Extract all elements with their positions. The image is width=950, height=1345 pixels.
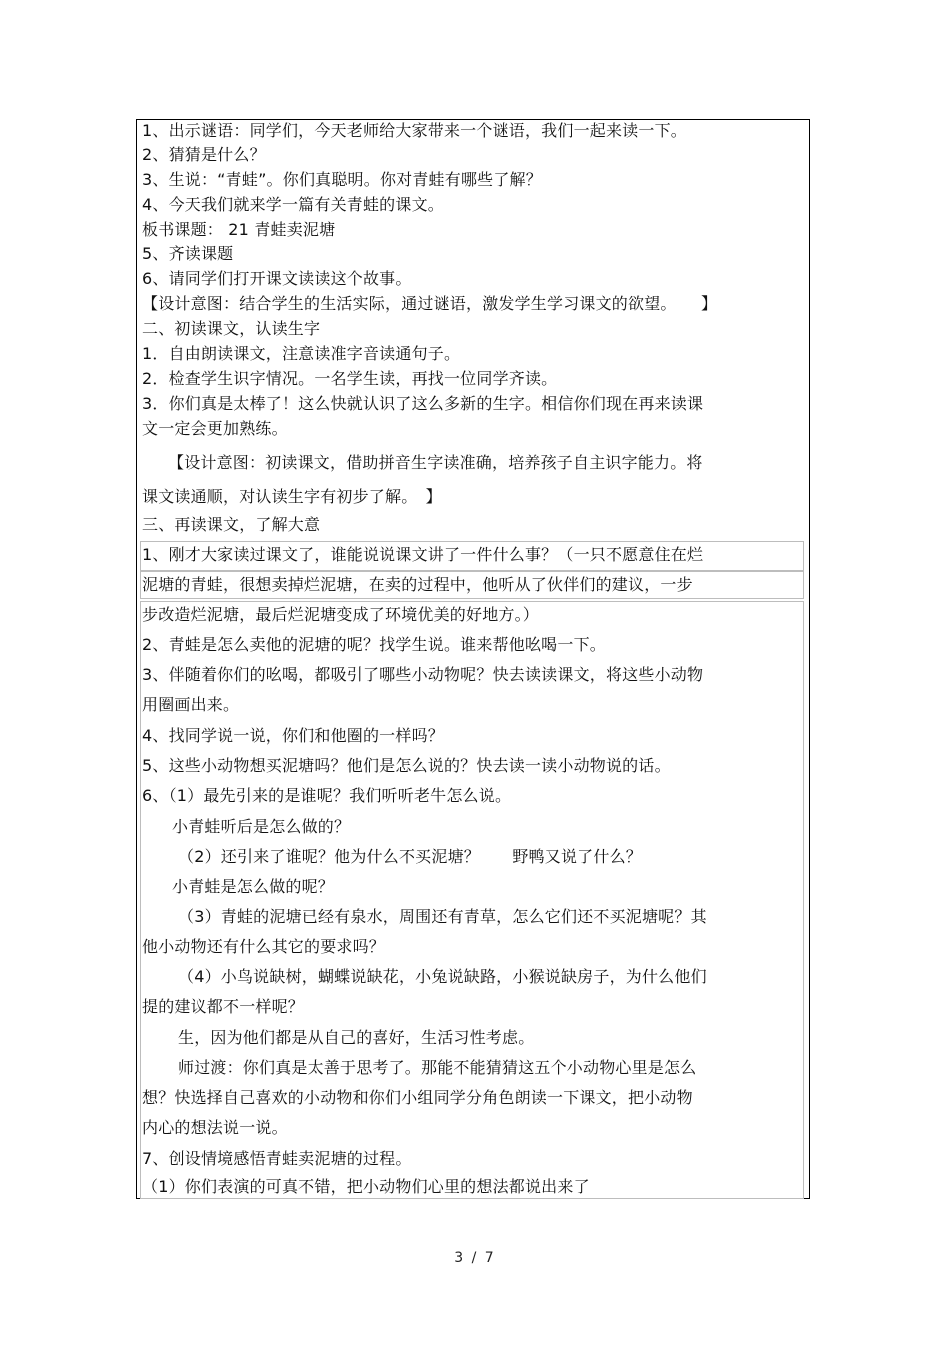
text-line: 内心的想法说一说。 [142, 1118, 288, 1137]
text-line: 他小动物还有什么其它的要求吗？ [142, 937, 386, 956]
design-intent-note: 【设计意图：结合学生的生活实际，通过谜语，激发学生学习课文的欲望。 】 [142, 294, 718, 313]
text-line: 用圈画出来。 [142, 695, 240, 714]
text-line: 泥塘的青蛙，很想卖掉烂泥塘，在卖的过程中，他听从了伙伴们的建议，一步 [142, 575, 693, 594]
text-line: 5、这些小动物想买泥塘吗？他们是怎么说的？快去读一读小动物说的话。 [142, 756, 671, 775]
text-line: （1）你们表演的可真不错，把小动物们心里的想法都说出来了 [142, 1177, 590, 1196]
text-line: 板书课题： 21 青蛙卖泥塘 [142, 220, 336, 239]
text-line: 师过渡：你们真是太善于思考了。那能不能猜猜这五个小动物心里是怎么 [178, 1058, 697, 1077]
text-line: 1．自由朗读课文，注意读准字音读通句子。 [142, 344, 461, 363]
text-line: 3．你们真是太棒了！这么快就认识了这么多新的生字。相信你们现在再来读课 [142, 394, 704, 413]
text-line: 步改造烂泥塘，最后烂泥塘变成了环境优美的好地方。） [142, 605, 540, 624]
text-line: 2、猜猜是什么？ [142, 145, 266, 164]
text-line: 提的建议都不一样呢？ [142, 997, 305, 1016]
text-line: 2．检查学生识字情况。一名学生读，再找一位同学齐读。 [142, 369, 558, 388]
text-line: （2）还引来了谁呢？他为什么不买泥塘？ 野鸭又说了什么？ [178, 847, 642, 866]
text-line: 2、青蛙是怎么卖他的泥塘的呢？找学生说。谁来帮他吆喝一下。 [142, 635, 606, 654]
section-heading: 二、初读课文，认读生字 [142, 319, 321, 338]
section-heading: 三、再读课文，了解大意 [142, 515, 321, 534]
text-line: 1、出示谜语：同学们，今天老师给大家带来一个谜语，我们一起来读一下。 [142, 121, 687, 140]
page-number: 3 / 7 [454, 1250, 496, 1266]
text-line: 4、找同学说一说，你们和他圈的一样吗？ [142, 726, 444, 745]
text-line: 1、刚才大家读过课文了，谁能说说课文讲了一件什么事？（一只不愿意住在烂 [142, 545, 704, 564]
text-line: 4、今天我们就来学一篇有关青蛙的课文。 [142, 195, 444, 214]
text-line: 想？快选择自己喜欢的小动物和你们小组同学分角色朗读一下课文，把小动物 [142, 1088, 693, 1107]
text-line: （4）小鸟说缺树，蝴蝶说缺花，小兔说缺路，小猴说缺房子，为什么他们 [178, 967, 707, 986]
text-line: 3、生说：“青蛙”。你们真聪明。你对青蛙有哪些了解？ [142, 170, 542, 189]
text-line: （3）青蛙的泥塘已经有泉水，周围还有青草，怎么它们还不买泥塘呢？其 [178, 907, 707, 926]
text-line: 小青蛙是怎么做的呢？ [172, 877, 335, 896]
design-intent-note: 【设计意图：初读课文，借助拼音生字读准确，培养孩子自主识字能力。将 [168, 453, 703, 472]
text-line: 6、（1）最先引来的是谁呢？我们听听老牛怎么说。 [142, 786, 512, 805]
text-line: 3、伴随着你们的吆喝，都吸引了哪些小动物呢？快去读读课文，将这些小动物 [142, 665, 704, 684]
text-line: 6、请同学们打开课文读读这个故事。 [142, 269, 412, 288]
text-line: 7、创设情境感悟青蛙卖泥塘的过程。 [142, 1149, 412, 1168]
text-line: 文一定会更加熟练。 [142, 419, 288, 438]
text-line: 小青蛙听后是怎么做的？ [172, 817, 351, 836]
text-line: 5、齐读课题 [142, 244, 234, 263]
design-intent-note: 课文读通顺，对认读生字有初步了解。 】 [142, 487, 442, 506]
inner-text-box [140, 601, 804, 1199]
text-line: 生，因为他们都是从自己的喜好，生活习性考虑。 [178, 1028, 535, 1047]
